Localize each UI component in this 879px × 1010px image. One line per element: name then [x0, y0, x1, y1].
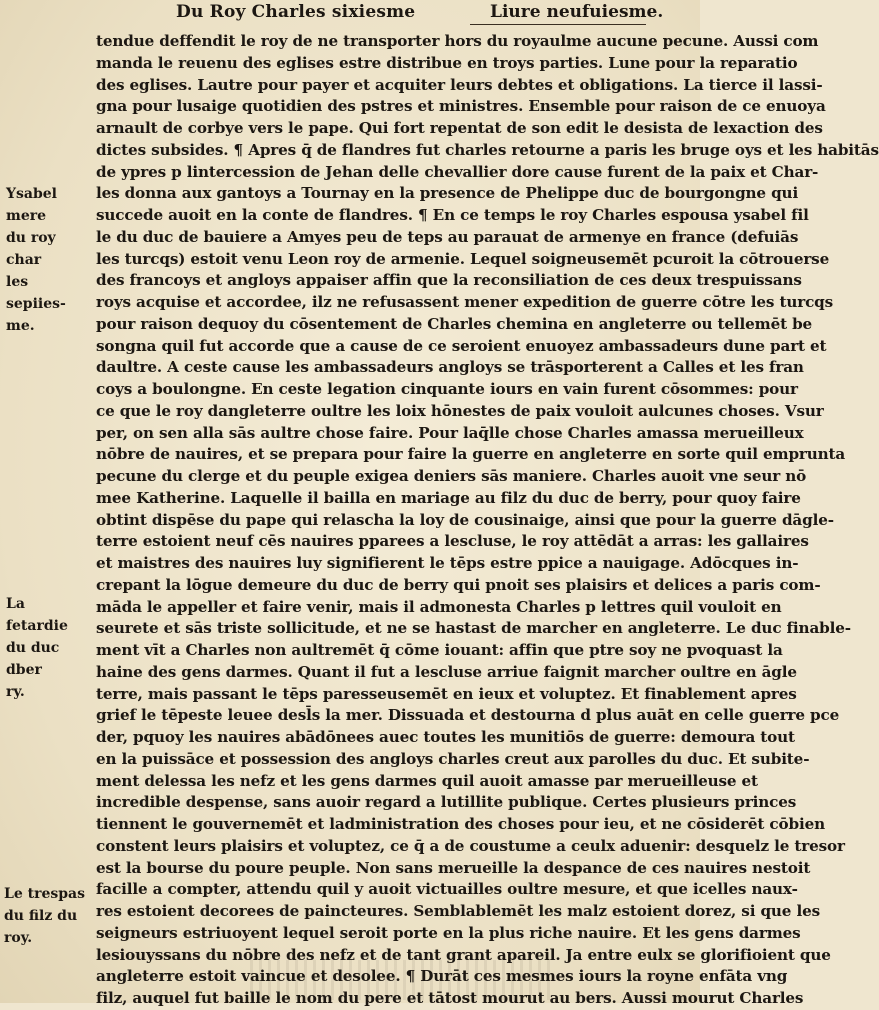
text-line: tiennent le gouvernemēt et ladministration des choses pour ieu, et ne cōsiderēt cōbien: [96, 815, 825, 833]
text-line: lesiouyssans du nōbre des nefz et de tant grant apareil. Ja entre eulx se glorifioient que: [96, 945, 831, 964]
text-line: arnault de corbye vers le pape. Qui fort repentat de son edit le desista de lexaction des: [96, 119, 823, 137]
text-line: grief le tēpeste leuee desl̄s la mer. Dissuada et destourna d plus auāt en celle guerre pce: [96, 706, 840, 725]
margin-note-line: La fetardie: [6, 596, 68, 634]
text-line: ment vīt a Charles non aultremēt q̄ cōme iouant: affin que ptre soy ne pvoquast la: [96, 641, 783, 659]
text-line: succede auoit en la conte de flandres. ¶ En ce temps le roy Charles espousa ysabel fil: [96, 206, 809, 224]
text-line: obtint dispēse du pape qui relascha la loy de cousinaige, ainsi que pour la guerre dāgle-: [96, 510, 834, 529]
text-line: de ypres p lintercession de Jehan delle chevallier dore cause furent de la paix et Char-: [96, 162, 819, 181]
text-line: crepant la lōgue demeure du duc de berry qui pnoit ses plaisirs et delices a paris com-: [96, 575, 821, 594]
running-head-book: Liure neufuiesme.: [490, 2, 664, 22]
margin-note-line: du filz du: [4, 908, 78, 924]
running-head-rule: [470, 24, 646, 25]
text-line: terre, mais passant le tēps paresseusemēt en ieux et voluptez. Et finablement apres: [96, 684, 797, 703]
text-line: dictes subsides. ¶ Apres q̄ de flandres fut charles retourne a paris les bruge oys et les habitās: [96, 140, 879, 159]
text-line: per, on sen alla sās aultre chose faire. Pour laq̄lle chose Charles amassa merueilleux: [96, 423, 804, 442]
text-line: le du duc de bauiere a Amyes peu de teps au parauat de armenye en france (defuiās: [96, 227, 799, 246]
margin-note-line: Le trespas: [4, 886, 85, 902]
text-line: der, pquoy les nauires abādōnees auec toutes les munitiōs de guerre: demoura tout: [96, 728, 795, 746]
text-line: filz, auquel fut baille le nom du pere et tātost mourut au bers. Aussi mourut Charles: [96, 989, 804, 1007]
text-line: mee Katherine. Laquelle il bailla en mariage au filz du duc de berry, pour quoy faire: [96, 488, 801, 507]
margin-note-line: ry.: [6, 684, 25, 700]
margin-note-ysabel: [6, 183, 90, 337]
text-line: incredible despense, sans auoir regard a lutillite publique. Certes plusieurs princes: [96, 793, 797, 812]
text-line: angleterre estoit vaincue et desolee. ¶ Durāt ces mesmes iours la royne enfāta vng: [96, 967, 788, 986]
text-line: haine des gens darmes. Quant il fut a lescluse arriue faignit marcher oultre en āgle: [96, 662, 797, 681]
text-line: des francoys et angloys appaiser affin que la reconsiliation de ces deux trespuissans: [96, 271, 802, 290]
text-line: les donna aux gantoys a Tournay en la presence de Phelippe duc de bourgongne qui: [96, 184, 799, 203]
text-line: les turcqs) estoit venu Leon roy de armenie. Lequel soigneusemēt pcuroit la cōtrouerse: [96, 249, 830, 268]
text-line: est la bourse du poure peuple. Non sans merueille la despance de ces nauires nestoit: [96, 858, 811, 877]
text-line: res estoient decorees de paincteures. Semblablemēt les malz estoient dorez, si que les: [96, 902, 820, 920]
text-line: nōbre de nauires, et se prepara pour faire la guerre en angleterre en sorte quil empruntа: [96, 445, 846, 464]
margin-note-trespas: [4, 883, 88, 949]
text-line: ce que le roy dangleterre oultre les loix hōnestes de paix vouloit aulcunes choses. Vsur: [96, 401, 824, 420]
text-line: seigneurs estriuoyent lequel seroit porte en la plus riche nauire. Et les gens darmes: [96, 923, 801, 942]
margin-note-line: les sepiies-: [6, 274, 66, 312]
text-line: pecune du clerge et du peuple exigea deniers sās maniere. Charles auoit vne seur nō: [96, 467, 807, 485]
text-line: tendue deffendit le roy de ne transporter hors du royaulme aucune pecune. Aussi com: [96, 32, 819, 50]
running-head-title: Du Roy Charles sixiesme: [176, 2, 416, 22]
text-line: en la puissāce et possession des angloys charles creut aux parolles du duc. Et subite-: [96, 749, 810, 768]
margin-note-line: du roy char: [6, 230, 56, 268]
text-line: gna pour lusaige quotidien des pstres et ministres. Ensemble pour raison de ce enuoya: [96, 97, 826, 116]
text-line: seurete et sās triste sollicitude, et ne se hastast de marcher en angleterre. Le duc finable-: [96, 619, 851, 638]
margin-note-line: roy.: [4, 930, 33, 946]
text-line: songna quil fut accorde que a cause de ce seroient enuoyez ambassadeurs dune part et: [96, 336, 827, 355]
text-line: coys a boulongne. En ceste legation cinquante iours en vain furent cōsommes: pour: [96, 380, 798, 398]
text-line: ment delessa les nefz et les gens darmes quil auoit amasse par merueilleuse et: [96, 771, 758, 790]
text-line: et maistres des nauires luy signifierent le tēps estre ppice a nauigage. Adōcques in-: [96, 554, 799, 572]
margin-note-line: me.: [6, 318, 35, 334]
text-line: facille a compter, attendu quil y auoit victuailles oultre mesure, et que icelles naux-: [96, 880, 798, 899]
text-line: pour raison dequoy du cōsentement de Charles chemina en angleterre ou tellemēt be: [96, 314, 813, 333]
margin-note-fetardie: [6, 593, 90, 703]
text-line: māda le appeller et faire venir, mais il admonesta Charles p lettres quil vouloit en: [96, 597, 782, 616]
body-text: [96, 31, 879, 1010]
text-line: constent leurs plaisirs et voluptez, ce q̄ a de coustume a ceulx aduenir: desquelz le tresor: [96, 836, 845, 855]
show-through: [250, 960, 550, 1000]
running-head: [0, 2, 700, 28]
margin-note-line: Ysabel mere: [6, 186, 57, 224]
text-line: des eglises. Lautre pour payer et acquiter leurs debtes et obligations. La tierce il lassi-: [96, 75, 823, 94]
text-line: terre estoient neuf cēs nauires pparees a lescluse, le roy attēdāt a arras: les gallaires: [96, 532, 809, 551]
margin-note-line: du duc dber: [6, 640, 60, 678]
text-line: roys acquise et accordee, ilz ne refusassent mener expedition de guerre cōtre les turcqs: [96, 293, 834, 311]
text-line: manda le reuenu des eglises estre distribue en troys parties. Lune pour la reparatio: [96, 53, 798, 72]
text-line: daultre. A ceste cause les ambassadeurs angloys se trāsporterent a Calles et les fran: [96, 358, 804, 377]
